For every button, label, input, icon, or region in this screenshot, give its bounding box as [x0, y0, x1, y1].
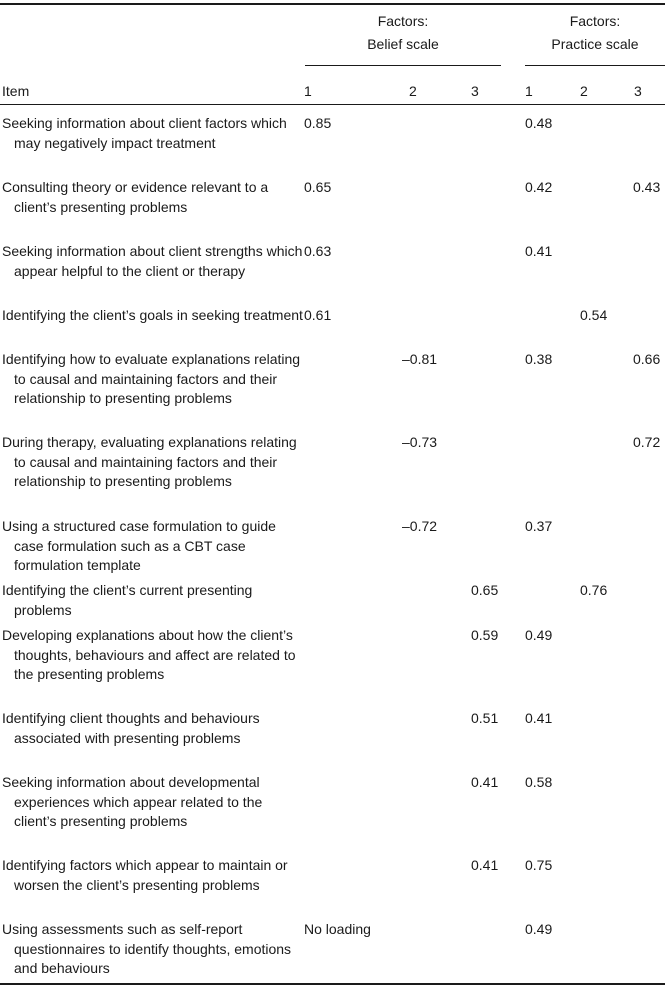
- belief-factor-1-cell: 0.61: [304, 307, 332, 323]
- belief-factor-1-header: 1: [304, 83, 312, 99]
- belief-group-line2: Belief scale: [367, 36, 439, 52]
- belief-factor-3-header: 3: [471, 83, 479, 99]
- belief-factor-1-cell: No loading: [304, 921, 371, 937]
- belief-factor-2-cell: –0.81: [402, 351, 438, 367]
- item-cell: Identifying the client’s current presenting problems: [2, 582, 253, 618]
- item-cell: Developing explanations about how the client’s thoughts, behaviours and affect are related to the presenting problems: [2, 627, 296, 682]
- item-cell: Identifying factors which appear to maintain or worsen the client’s presenting problems: [2, 857, 288, 893]
- belief-factor-3-cell: 0.51: [471, 710, 499, 726]
- belief-factor-1-cell: 0.65: [304, 179, 332, 195]
- practice-factor-3-cell: 0.66: [633, 351, 661, 367]
- belief-factor-2-cell: –0.72: [402, 518, 438, 534]
- item-cell: Consulting theory or evidence relevant to a client’s presenting problems: [2, 179, 269, 215]
- practice-group-rule: [525, 65, 665, 66]
- practice-factor-1-cell: 0.37: [525, 518, 553, 534]
- practice-factor-1-cell: 0.38: [525, 351, 553, 367]
- belief-factor-3-cell: 0.41: [471, 857, 499, 873]
- belief-factor-3-cell: 0.65: [471, 582, 499, 598]
- item-cell: Seeking information about client strengths which appear helpful to the client or therapy: [2, 243, 303, 279]
- belief-factor-3-cell: 0.41: [471, 774, 499, 790]
- practice-group-header: [525, 10, 665, 56]
- item-cell: During therapy, evaluating explanations relating to causal and maintaining factors and their relationship to presenting problems: [2, 434, 297, 489]
- item-cell: Using a structured case formulation to guide case formulation such as a CBT case formulation template: [2, 518, 276, 573]
- practice-factor-1-cell: 0.42: [525, 179, 553, 195]
- belief-group-rule: [305, 65, 501, 66]
- item-cell: Identifying the client’s goals in seeking treatment: [2, 307, 303, 323]
- item-cell: Identifying client thoughts and behaviours associated with presenting problems: [2, 710, 260, 746]
- item-column-header: Item: [2, 83, 30, 99]
- practice-factor-2-cell: 0.76: [580, 582, 608, 598]
- belief-factor-1-cell: 0.63: [304, 243, 332, 259]
- belief-factor-3-cell: 0.59: [471, 627, 499, 643]
- item-cell: Using assessments such as self-report questionnaires to identify thoughts, emotions and behaviours: [2, 921, 292, 976]
- practice-factor-1-cell: 0.75: [525, 857, 553, 873]
- practice-group-line2: Practice scale: [551, 36, 639, 52]
- belief-factor-2-header: 2: [409, 83, 417, 99]
- table-bottom-rule: [0, 983, 665, 985]
- header-rule: [0, 104, 665, 105]
- belief-factor-2-cell: –0.73: [402, 434, 438, 450]
- belief-group-header: [305, 10, 501, 56]
- practice-factor-1-cell: 0.49: [525, 627, 553, 643]
- practice-factor-2-header: 2: [580, 83, 588, 99]
- belief-group-line1: Factors:: [377, 13, 429, 29]
- belief-factor-1-cell: 0.85: [304, 115, 332, 131]
- item-cell: Identifying how to evaluate explanations relating to causal and maintaining factors and their relationship to presenting problems: [2, 351, 301, 406]
- practice-factor-3-cell: 0.72: [633, 434, 661, 450]
- practice-factor-1-cell: 0.41: [525, 710, 553, 726]
- practice-factor-3-header: 3: [634, 83, 642, 99]
- practice-factor-1-cell: 0.58: [525, 774, 553, 790]
- practice-factor-2-cell: 0.54: [580, 307, 608, 323]
- table-top-rule: [0, 3, 665, 5]
- practice-factor-1-cell: 0.48: [525, 115, 553, 131]
- practice-factor-1-header: 1: [525, 83, 533, 99]
- practice-group-line1: Factors:: [569, 13, 621, 29]
- item-cell: Seeking information about developmental experiences which appear related to the client’s presenting problems: [2, 774, 263, 829]
- practice-factor-3-cell: 0.43: [633, 179, 661, 195]
- practice-factor-1-cell: 0.41: [525, 243, 553, 259]
- item-cell: Seeking information about client factors which may negatively impact treatment: [2, 115, 287, 151]
- practice-factor-1-cell: 0.49: [525, 921, 553, 937]
